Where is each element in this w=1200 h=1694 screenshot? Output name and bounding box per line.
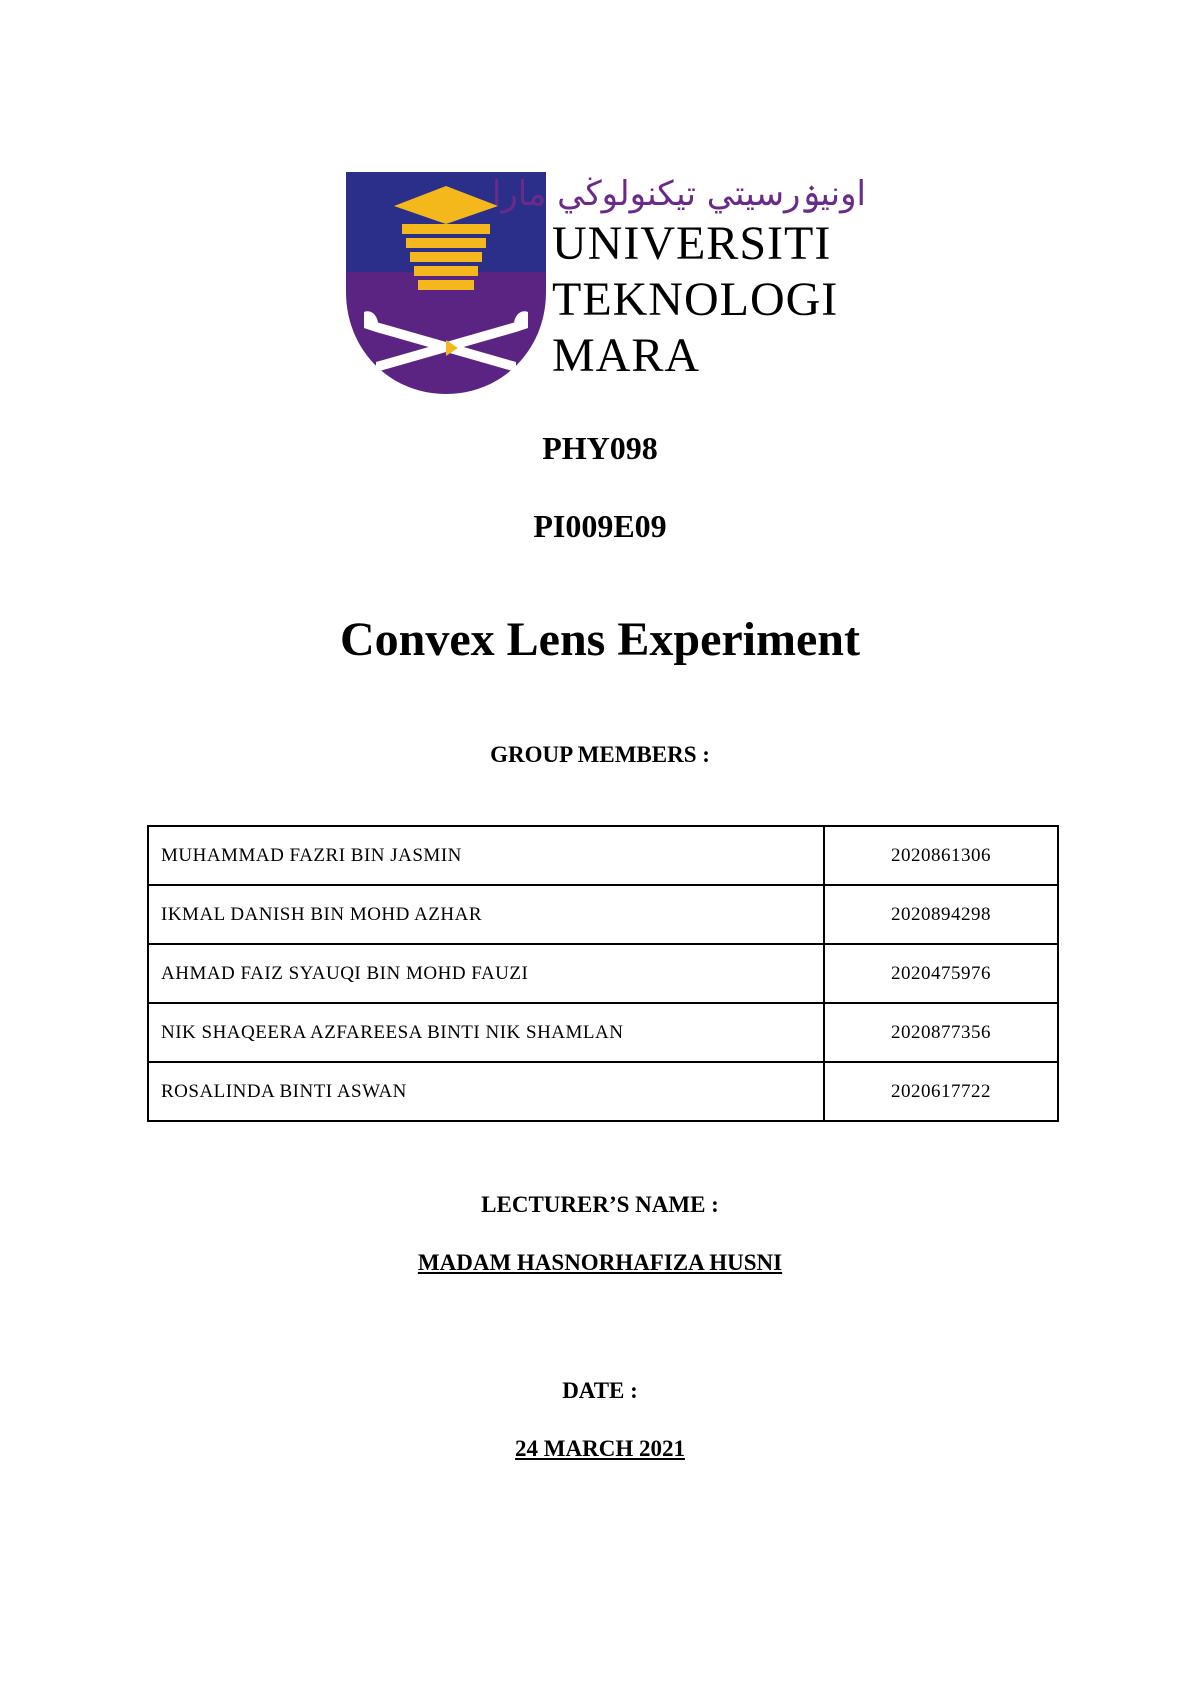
member-id: 2020877356 [824,1003,1058,1062]
logo-line-2: TEKNOLOGI [552,273,839,326]
member-name: NIK SHAQEERA AZFAREESA BINTI NIK SHAMLAN [148,1003,824,1062]
member-id: 2020617722 [824,1062,1058,1121]
course-code: PHY098 [542,430,658,466]
table-row [148,826,1058,885]
member-id: 2020475976 [824,944,1058,1003]
date-value: 24 MARCH 2021 [515,1436,685,1461]
document-title: Convex Lens Experiment [340,613,860,666]
table-row [148,944,1058,1003]
date-label: DATE : [562,1378,638,1403]
member-name: MUHAMMAD FAZRI BIN JASMIN [148,826,824,885]
group-code: PI009E09 [533,508,667,544]
lecturer-name: MADAM HASNORHAFIZA HUSNI [417,1250,783,1275]
group-members-label: GROUP MEMBERS : [490,742,710,767]
logo-line-1: UNIVERSITI [552,217,832,270]
member-name: AHMAD FAIZ SYAUQI BIN MOHD FAUZI [148,944,824,1003]
member-name: ROSALINDA BINTI ASWAN [148,1062,824,1121]
member-id: 2020861306 [824,826,1058,885]
logo-wordmark [552,217,839,388]
logo-line-3: MARA [552,329,701,382]
table-row [148,1003,1058,1062]
logo-arabic-text: اونيۏرسيتي تيكنولوڬي مارا [491,174,866,214]
member-id: 2020894298 [824,885,1058,944]
group-members-table [147,825,1059,1122]
lecturer-label: LECTURER’S NAME : [481,1192,719,1217]
university-logo [346,172,886,394]
table-row [148,885,1058,944]
table-row [148,1062,1058,1121]
member-name: IKMAL DANISH BIN MOHD AZHAR [148,885,824,944]
